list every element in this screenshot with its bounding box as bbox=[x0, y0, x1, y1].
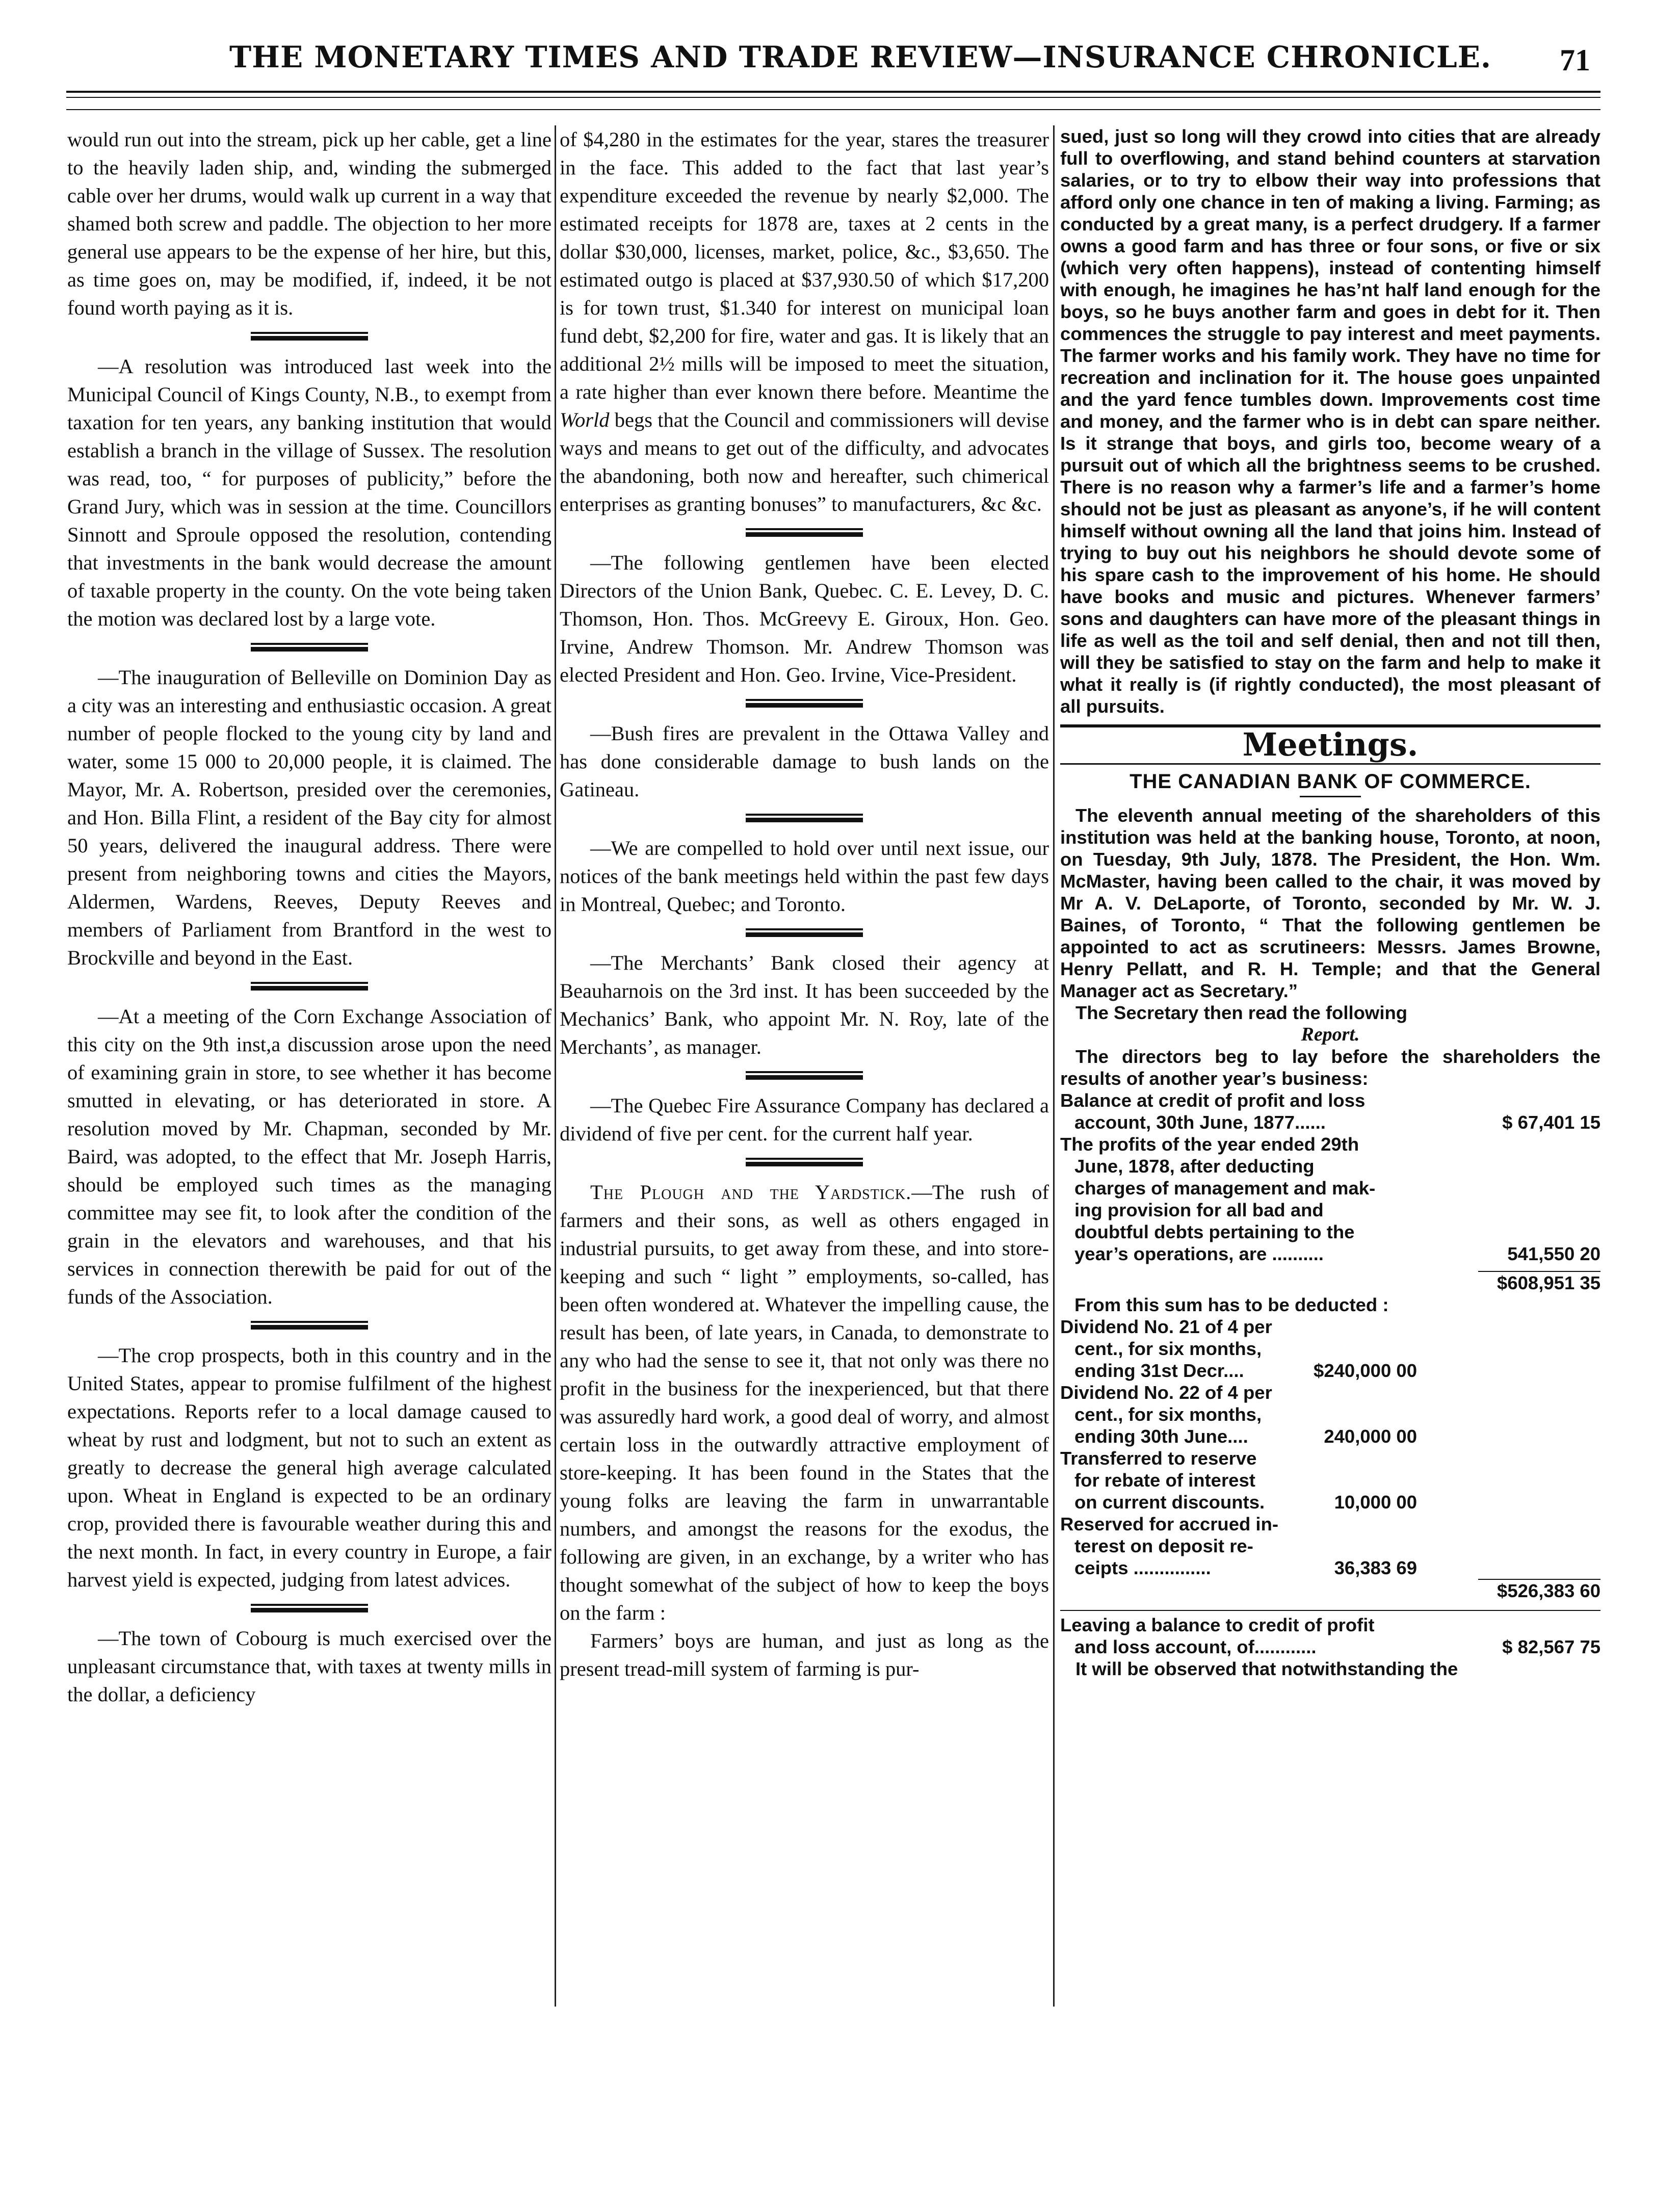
statement-rule bbox=[1060, 1610, 1600, 1611]
deduction-total: $526,383 60 bbox=[1478, 1579, 1600, 1602]
meetings-heading-box bbox=[1060, 724, 1600, 765]
article-farmers-boys-cont: sued, just so long will they crowd into cities that are already full to overflowing, and stand behind counters at starvation salaries, or to try to elbow their way into professions that afford only one chance in ten of making a living. Farming; as conducted by a great many, is a perfect drudgery. If a farmer owns a good farm and has three or four sons, or five or six (which very often happens), instead of contenting himself with enough, he imagines he has’nt half land enough for the boys, so he buys another farm and goes in debt for it. Then commences the struggle to pay interest and meet payments. The farmer works and his family work. They have no time for recreation and inclination for it. The house goes unpainted and the yard fence tumbles down. Improvements cost time and money, and the farmer who is in debt can spare neither. Is it strange that boys, and girls too, become weary of a pursuit out of which all the brightness seems to be crushed. There is no reason why a farmer’s life and a farmer’s home should not be just as pleasant as anyone’s, if he will content himself without owning all the land that joins him. Instead of trying to buy out his neighbors he should devote some of his spare cash to the improvement of his home. He should have books and music and pictures. Whenever farmers’ sons and daughters can have more of the pleasant things in life as well as the toil and self denial, then and not till then, will they be satisfied to stay on the farm and help to make it what it really is (if rightly conducted), the most pleasant of all pursuits. bbox=[1060, 126, 1600, 717]
article-belleville: —The inauguration of Belleville on Dominion Day as a city was an interesting and enthusiastic occasion. A great number of people flocked to the young city by land and water, some 15 000 to 20,000 people, it is claimed. The Mayor, Mr. A. Robertson, presided over the ceremonies, and Hon. Billa Flint, a resident of the Bay city for almost 50 years, delivered the inaugural address. There were present from neighboring towns and cities the Mayors, Aldermen, Wardens, Reeves, Deputy Reeves and members of Parliament from Brantford in the west to Brockville and beyond in the East. bbox=[67, 666, 552, 969]
secretary-line: The Secretary then read the following bbox=[1075, 1002, 1408, 1023]
column-2 bbox=[560, 125, 1049, 2042]
section-separator bbox=[67, 1594, 552, 1624]
reserve-transfer-amount: 10,000 00 bbox=[1334, 1492, 1417, 1513]
column-divider-2 bbox=[1053, 125, 1055, 2007]
section-separator bbox=[560, 518, 1049, 549]
section-separator bbox=[67, 1311, 552, 1341]
leaving-balance-amount: $ 82,567 75 bbox=[1502, 1636, 1600, 1657]
column-divider-1 bbox=[555, 125, 556, 2007]
report-label: Report. bbox=[1301, 1024, 1360, 1045]
bank-of-commerce-heading: THE CANADIAN BANK OF COMMERCE. bbox=[1130, 770, 1531, 793]
section-separator bbox=[560, 1148, 1049, 1178]
section-separator bbox=[560, 689, 1049, 719]
accrued-interest-amount: 36,383 69 bbox=[1334, 1557, 1417, 1578]
journal-title: THE MONETARY TIMES AND TRADE REVIEW—INSURANCE CHRONICLE. bbox=[229, 40, 1492, 74]
article-cobourg-cont: of $4,280 in the estimates for the year, stares the treasurer in the face. This added to the fact that last year’s expenditure exceeded the revenue by nearly $2,000. The estimated receipts for 1878 are, taxes at 2 cents in the dollar $30,000, licenses, market, police, &c., $3,650. The estimated outgo is placed at $37,930.50 of which $17,200 is for town trust, $1.340 for interest on municipal loan fund debt, $2,200 for fire, water and gas. It is likely that an additional 2½ mills will be imposed to meet the situation, a rate higher than ever known there before. Meantime the World begs that the Council and commissioners will devise ways and means to get out of the difficulty, and advocates the abandoning, both now and hereafter, such chimerical enterprises as granting bonuses” to manufacturers, &c &c. bbox=[560, 128, 1049, 515]
article-crop-prospects: —The crop prospects, both in this country and in the United States, appear to promise fulfilment of the highest expectations. Reports refer to a local damage caused to wheat by rust and lodgment, but not to such an extent as greatly to decrease the general high average calculated upon. Wheat in England is expected to be an ordinary crop, provided there is favourable weather during this and the next month. In fact, in every country in Europe, a fair harvest yield is expected, judging from latest advices. bbox=[67, 1344, 552, 1591]
article-cobourg: —The town of Cobourg is much exercised over the unpleasant circumstance that, with taxes at twenty mills in the dollar, a deficiency bbox=[67, 1627, 552, 1706]
article-corn-exchange: —At a meeting of the Corn Exchange Association of this city on the 9th inst,a discussion arose upon the need of examining grain in store, to see whether it has become smutted in elevating, or has deteriorated in store. A resolution moved by Mr. Chapman, seconded by Mr. Baird, was adopted, to the effect that Mr. Joseph Harris, should be employed such times as the managing committee may see fit, to look after the condition of the grain in the elevators and warehouses, and that his services in connection therewith be paid for out of the funds of the Association. bbox=[67, 1005, 552, 1308]
section-separator bbox=[560, 918, 1049, 949]
short-rule bbox=[1300, 796, 1361, 797]
section-separator bbox=[67, 972, 552, 1002]
directors-statement: The directors beg to lay before the shareholders the results of another year’s business: bbox=[1060, 1046, 1600, 1089]
world-newspaper-name: World bbox=[560, 408, 610, 431]
balance-amount: $ 67,401 15 bbox=[1502, 1112, 1600, 1133]
article-bank-meetings-notice: —We are compelled to hold over until next issue, our notices of the bank meetings held within the past few days in Montreal, Quebec; and Toronto. bbox=[560, 837, 1049, 916]
article-kings-county: —A resolution was introduced last week into the Municipal Council of Kings County, N.B., to exempt from taxation for ten years, any banking institution that would establish a branch in the village of Sussex. The resolution was read, too, “ for purposes of publicity,” before the Grand Jury, which was in session at the time. Councillors Sinnott and Sproule opposed the resolution, contending that investments in the bank would decrease the amount of taxable property in the county. On the vote being taken the motion was declared lost by a large vote. bbox=[67, 355, 552, 630]
column-1 bbox=[67, 125, 552, 2042]
column-3 bbox=[1060, 125, 1600, 2042]
section-separator bbox=[67, 633, 552, 663]
meeting-intro: The eleventh annual meeting of the shareholders of this institution was held at the banking house, Toronto, at noon, on Tuesday, 9th July, 1878. The President, the Hon. Wm. McMaster, having been called to the chair, it was moved by Mr A. V. DeLaporte, of Toronto, seconded by Mr. W. J. Baines, of Toronto, “ That the following gentlemen be appointed to act as scrutineers: Messrs. James Browne, Henry Pellatt, and R. H. Temple; and that the General Manager act as Secretary.” bbox=[1060, 805, 1600, 1001]
total-amount: $608,951 35 bbox=[1478, 1271, 1600, 1294]
profits-amount: 541,550 20 bbox=[1507, 1243, 1600, 1264]
header-rule-thin bbox=[66, 97, 1600, 98]
article-paragraph: would run out into the stream, pick up her cable, get a line to the heavily laden ship, and, winding the submerged cable over her drums, would walk up current in a way that shamed both screw and paddle. The objection to her more general use appears to be the expense of her hire, but this, as time goes on, may be modified, if, indeed, it be not found worth paying as it is. bbox=[67, 128, 552, 319]
page-header bbox=[66, 40, 1600, 86]
article-plough-yardstick: The Plough and the Yardstick.—The rush of farmers and their sons, as well as others engaged in industrial pursuits, to get away from these, and into store-keeping and such “ light ” employments, so-called, has been often wondered at. Whatever the impelling cause, the result has been, of late years, in Canada, to demonstrate to any who had the sense to see it, that not only was there no profit in the business for the inexperienced, but that there was assuredly hard work, a good deal of worry, and almost certain loss in the outwardly attractive employment of store-keeping. It has been found in the States that the young folks are leaving the farm in unwarrantable numbers, and amongst the reasons for the exodus, the following are given, in an exchange, by a writer who has thought somewhat of the subject of how to keep the boys on the farm : bbox=[560, 1181, 1049, 1624]
financial-statement: Balance at credit of profit and loss account, 30th June, 1877...... $ 67,401 15 The profits of the year ended 29th June, 1878, after deducting charges of management and mak- ing provision for all bad and doubtful debts pertaining to the year’s operations, are .......... 541,550 20 $608,951 35 From this sum has to be deducted : Dividend No. 21 of 4 per cent., for six months, ending 31st Decr.... $240,000 00 Dividend No. 22 of 4 per cent., for six months, ending 30th June.... 240,000 00 Transferred to reserve for rebate of interest on current discounts. 10,000 00 Reserved for accrued in- terest on deposit re- ceipts ............... 36,383 69 $526,383 60 Leaving a balance to credit of profit and loss account, of............ $ 82,567 75 bbox=[1060, 1090, 1600, 1657]
meetings-heading: Meetings. bbox=[1242, 726, 1419, 763]
section-separator bbox=[560, 803, 1049, 834]
article-merchants-bank: —The Merchants’ Bank closed their agency at Beauharnois on the 3rd inst. It has been succeeded by the Mechanics’ Bank, who appoint Mr. N. Roy, late of the Merchants’, as manager. bbox=[560, 951, 1049, 1058]
article-farmers-boys: Farmers’ boys are human, and just as long as the present tread-mill system of farming is pur- bbox=[560, 1629, 1049, 1680]
article-union-bank: —The following gentlemen have been elected Directors of the Union Bank, Quebec. C. E. Levey, D. C. Thomson, Hon. Thos. McGreevy E. Giroux, Hon. Geo. Irvine, Andrew Thomson. Mr. Andrew Thomson was elected President and Hon. Geo. Irvine, Vice-President. bbox=[560, 551, 1049, 686]
article-bush-fires: —Bush fires are prevalent in the Ottawa Valley and has done considerable damage to bush lands on the Gatineau. bbox=[560, 722, 1049, 801]
section-separator bbox=[67, 322, 552, 352]
article-quebec-fire: —The Quebec Fire Assurance Company has declared a dividend of five per cent. for the current half year. bbox=[560, 1094, 1049, 1145]
section-separator bbox=[560, 1061, 1049, 1091]
closing-line: It will be observed that notwithstanding the bbox=[1075, 1658, 1458, 1679]
page-number: 71 bbox=[1560, 43, 1590, 77]
dividend-21-amount: $240,000 00 bbox=[1314, 1360, 1417, 1381]
header-rule-thick bbox=[66, 91, 1600, 93]
header-rule-lower bbox=[66, 109, 1600, 110]
dividend-22-amount: 240,000 00 bbox=[1324, 1426, 1417, 1447]
plough-yardstick-title: The Plough and the Yardstick. bbox=[590, 1181, 912, 1204]
